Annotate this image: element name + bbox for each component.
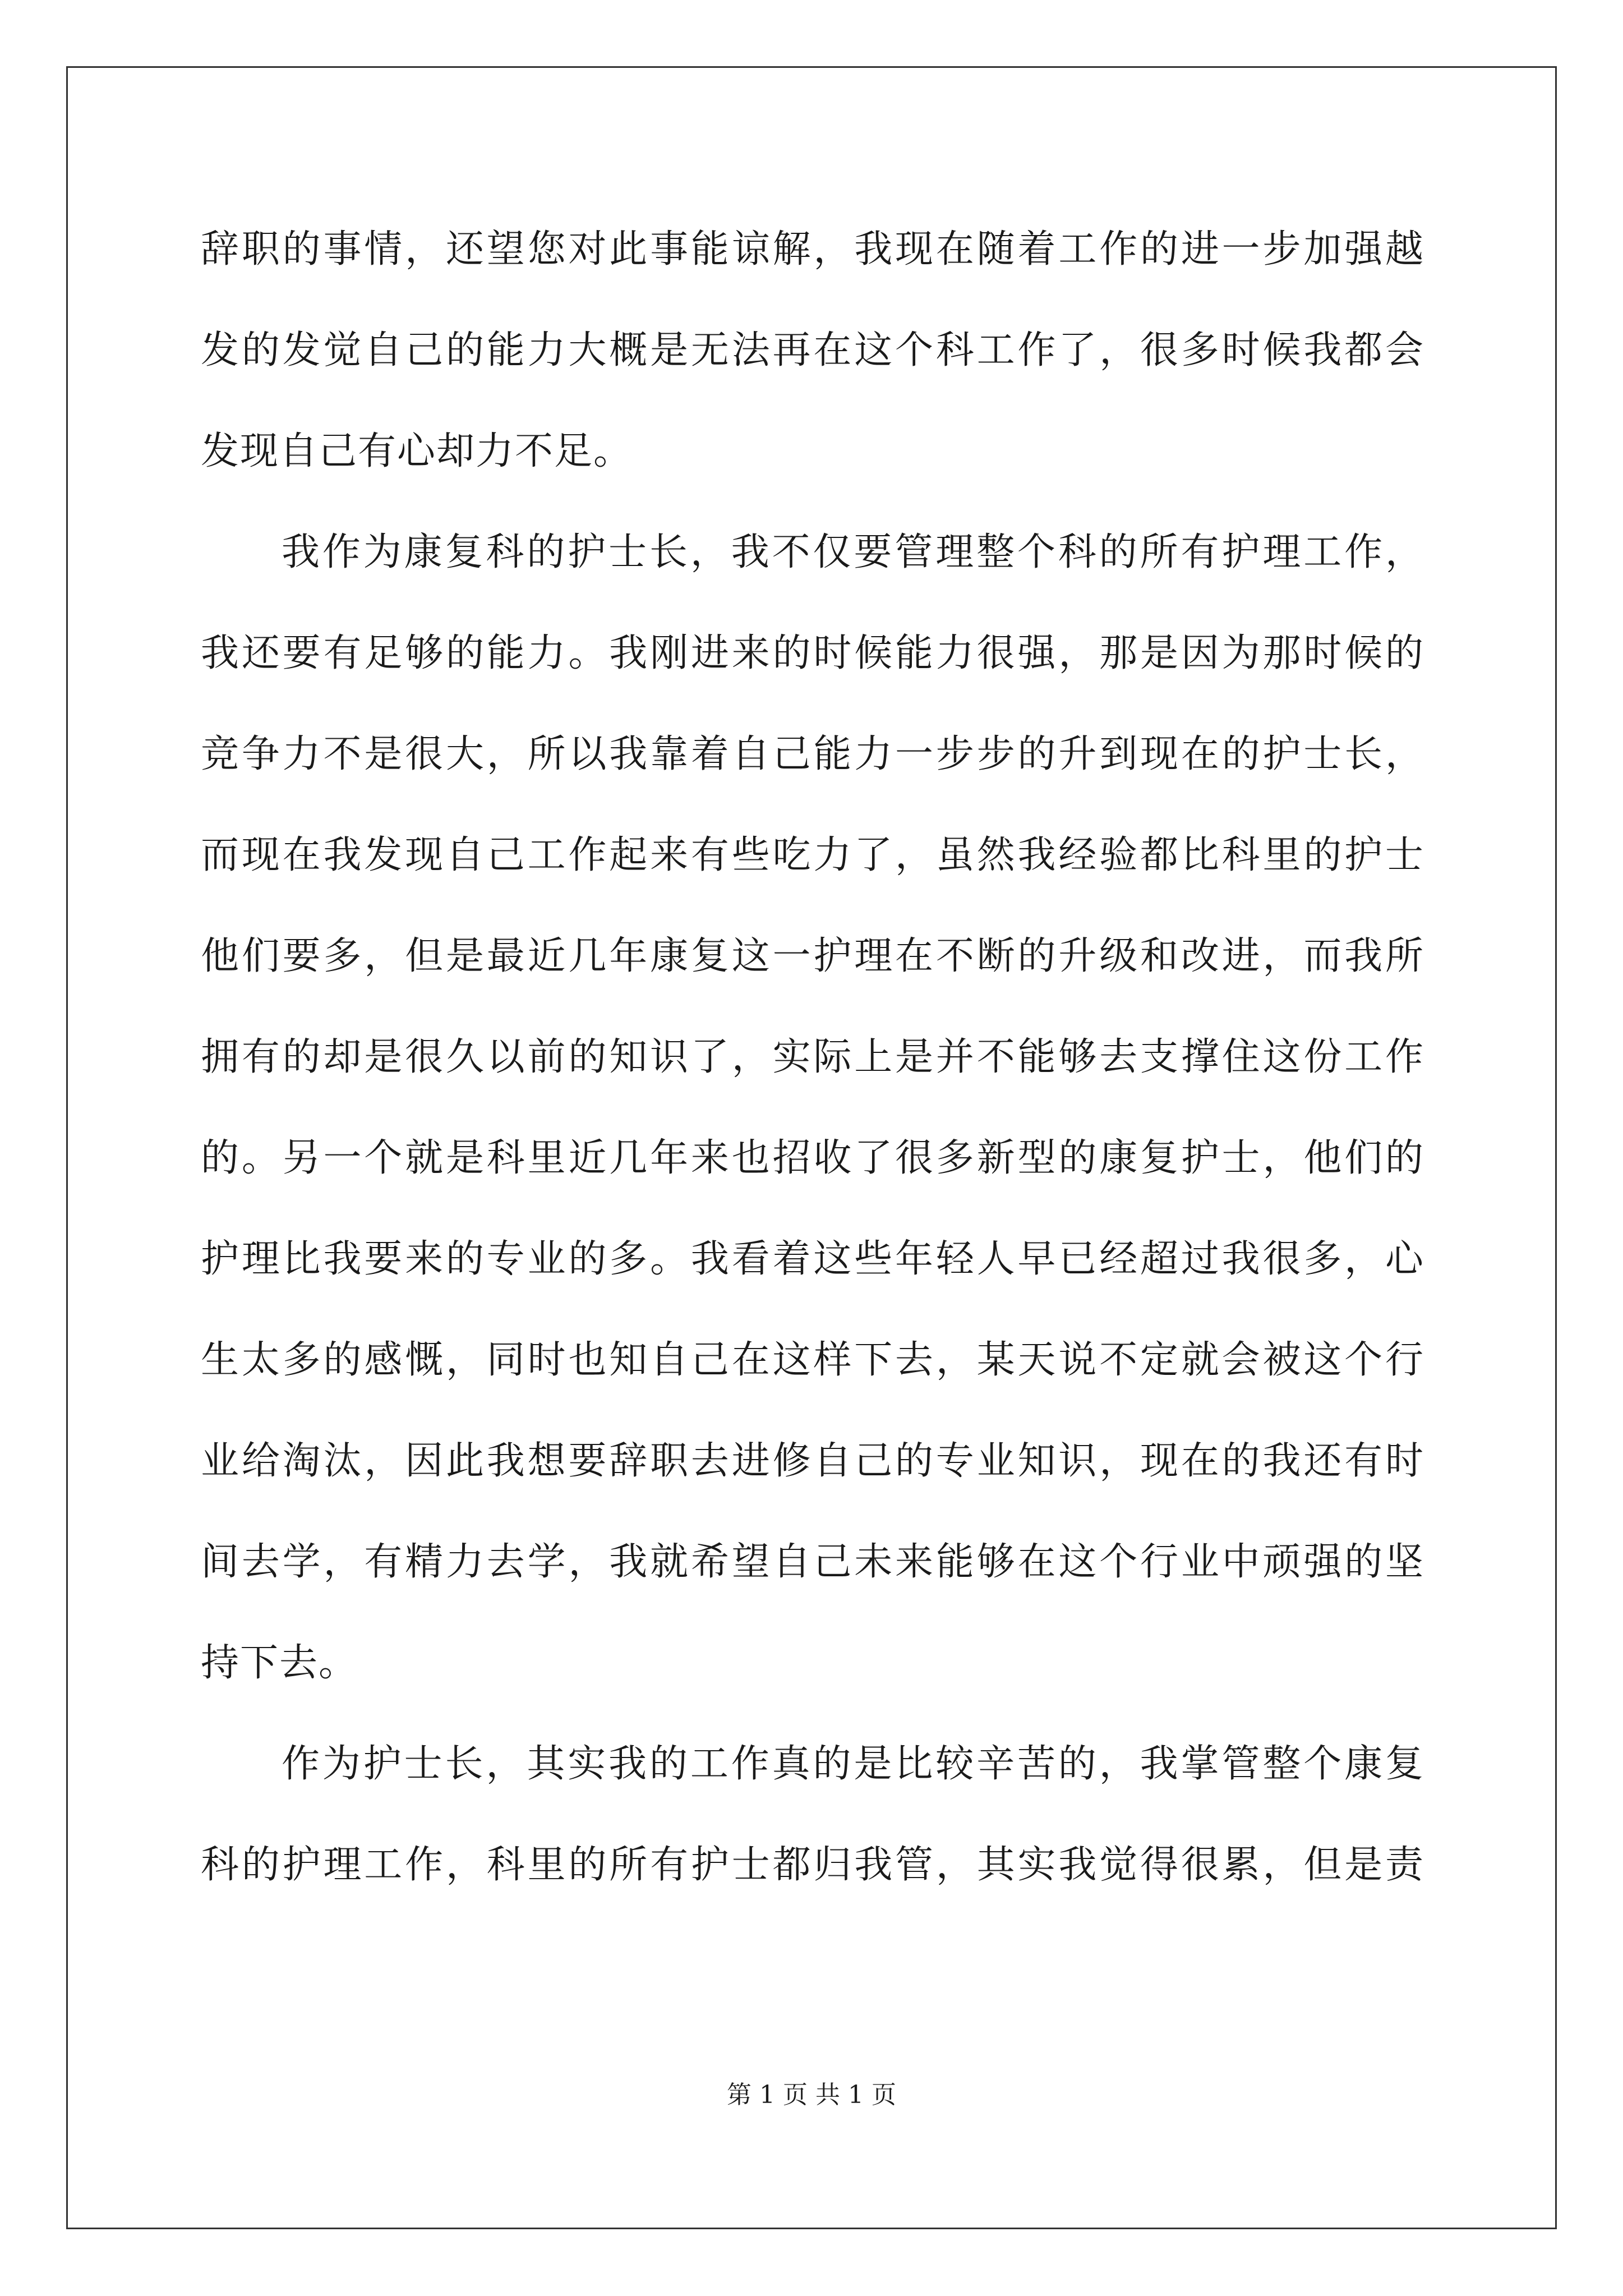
text-line: 作为护士长，其实我的工作真的是比较辛苦的，我掌管整个康复: [282, 1742, 1424, 1786]
text-line: 生太多的感慨，同时也知自己在这样下去，某天说不定就会被这个行: [201, 1338, 1424, 1382]
text-line: 业给淘汰，因此我想要辞职去进修自己的专业知识，现在的我还有时: [201, 1439, 1424, 1483]
text-line: 我作为康复科的护士长，我不仅要管理整个科的所有护理工作，: [282, 530, 1424, 574]
text-line: 辞职的事情，还望您对此事能谅解，我现在随着工作的进一步加强越: [201, 227, 1424, 272]
text-line: 的。另一个就是科里近几年来也招收了很多新型的康复护士，他们的: [201, 1136, 1424, 1180]
text-line: 间去学，有精力去学，我就希望自己未来能够在这个行业中顽强的坚: [201, 1540, 1424, 1584]
text-line: 护理比我要来的专业的多。我看着这些年轻人早已经超过我很多，心: [201, 1237, 1424, 1281]
text-line: 而现在我发现自己工作起来有些吃力了，虽然我经验都比科里的护士: [201, 833, 1424, 877]
document-body: [201, 205, 1424, 1921]
text-line: 发的发觉自己的能力大概是无法再在这个科工作了，很多时候我都会: [201, 328, 1424, 372]
text-line: 科的护理工作，科里的所有护士都归我管，其实我觉得很累，但是责: [201, 1843, 1424, 1887]
text-line: 竞争力不是很大，所以我靠着自己能力一步步的升到现在的护士长，: [201, 732, 1424, 776]
page-number-footer: 第 1 页 共 1 页: [727, 2081, 896, 2109]
text-line: 他们要多，但是最近几年康复这一护理在不断的升级和改进，而我所: [201, 934, 1424, 978]
text-line: 发现自己有心却力不足。: [201, 429, 633, 473]
text-line: 持下去。: [201, 1641, 358, 1685]
text-line: 我还要有足够的能力。我刚进来的时候能力很强，那是因为那时候的: [201, 631, 1424, 675]
text-line: 拥有的却是很久以前的知识了，实际上是并不能够去支撑住这份工作: [201, 1035, 1424, 1079]
